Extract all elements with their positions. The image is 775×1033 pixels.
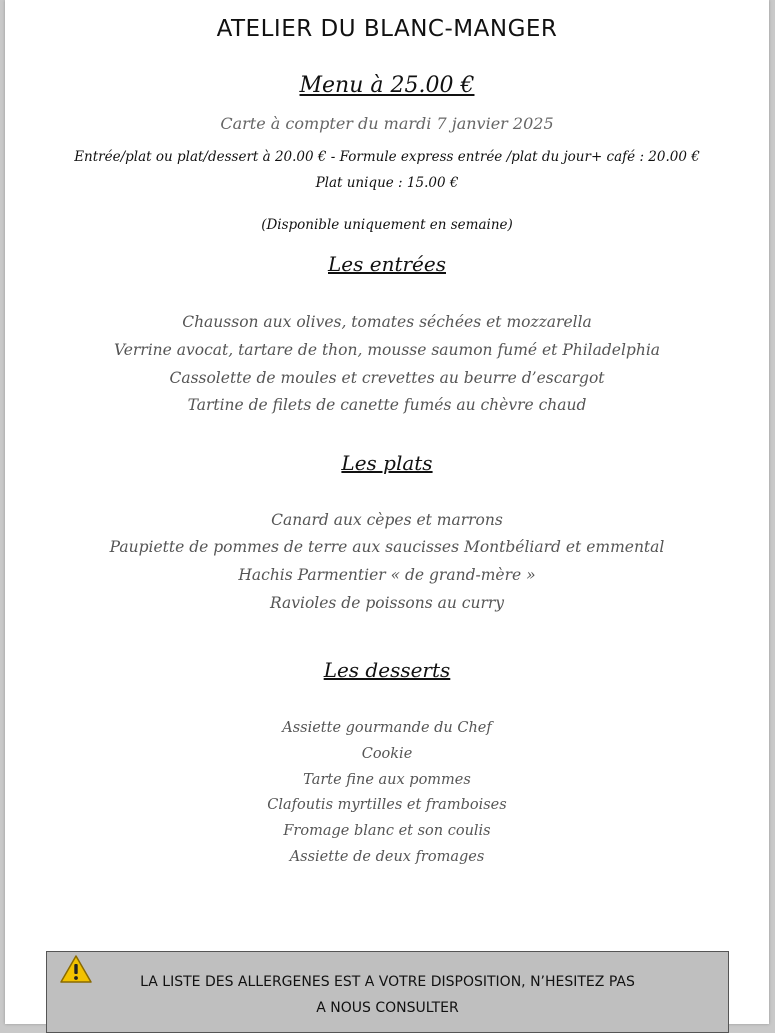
formula-line-1: Entrée/plat ou plat/dessert à 20.00 € - Formule express entrée /plat du jour+ café : 20.00 €	[74, 149, 700, 165]
formula-line-2: Plat unique : 15.00 €	[315, 175, 459, 191]
allergen-notice-line-1: LA LISTE DES ALLERGENES EST A VOTRE DISPOSITION, N’HESITEZ PAS	[140, 974, 635, 990]
desserts-heading: Les desserts	[323, 658, 451, 682]
menu-date-subtitle: Carte à compter du mardi 7 janvier 2025	[220, 114, 554, 133]
plat-item: Hachis Parmentier « de grand-mère »	[238, 566, 536, 584]
entree-item: Cassolette de moules et crevettes au beurre d’escargot	[169, 369, 605, 387]
dessert-item: Cookie	[361, 746, 413, 762]
plat-item: Paupiette de pommes de terre aux saucisses Montbéliard et emmental	[109, 538, 665, 556]
availability-note: (Disponible uniquement en semaine)	[261, 217, 513, 233]
entrees-heading: Les entrées	[328, 252, 446, 276]
dessert-item: Clafoutis myrtilles et framboises	[267, 797, 507, 813]
entree-item: Tartine de filets de canette fumés au chèvre chaud	[187, 396, 587, 414]
entree-item: Verrine avocat, tartare de thon, mousse saumon fumé et Philadelphia	[113, 341, 661, 359]
menu-price-title: Menu à 25.00 €	[299, 73, 475, 98]
plats-heading: Les plats	[341, 451, 433, 475]
restaurant-title: ATELIER DU BLANC-MANGER	[216, 16, 558, 42]
dessert-item: Assiette gourmande du Chef	[282, 720, 492, 736]
plat-item: Canard aux cèpes et marrons	[271, 511, 503, 529]
dessert-item: Tarte fine aux pommes	[303, 772, 471, 788]
dessert-item: Fromage blanc et son coulis	[283, 823, 491, 839]
plat-item: Ravioles de poissons au curry	[269, 594, 505, 612]
menu-page	[5, 0, 769, 1024]
entree-item: Chausson aux olives, tomates séchées et mozzarella	[182, 313, 592, 331]
dessert-item: Assiette de deux fromages	[289, 849, 485, 865]
allergen-notice-line-2: A NOUS CONSULTER	[316, 1000, 459, 1016]
allergen-banner	[46, 951, 729, 1033]
